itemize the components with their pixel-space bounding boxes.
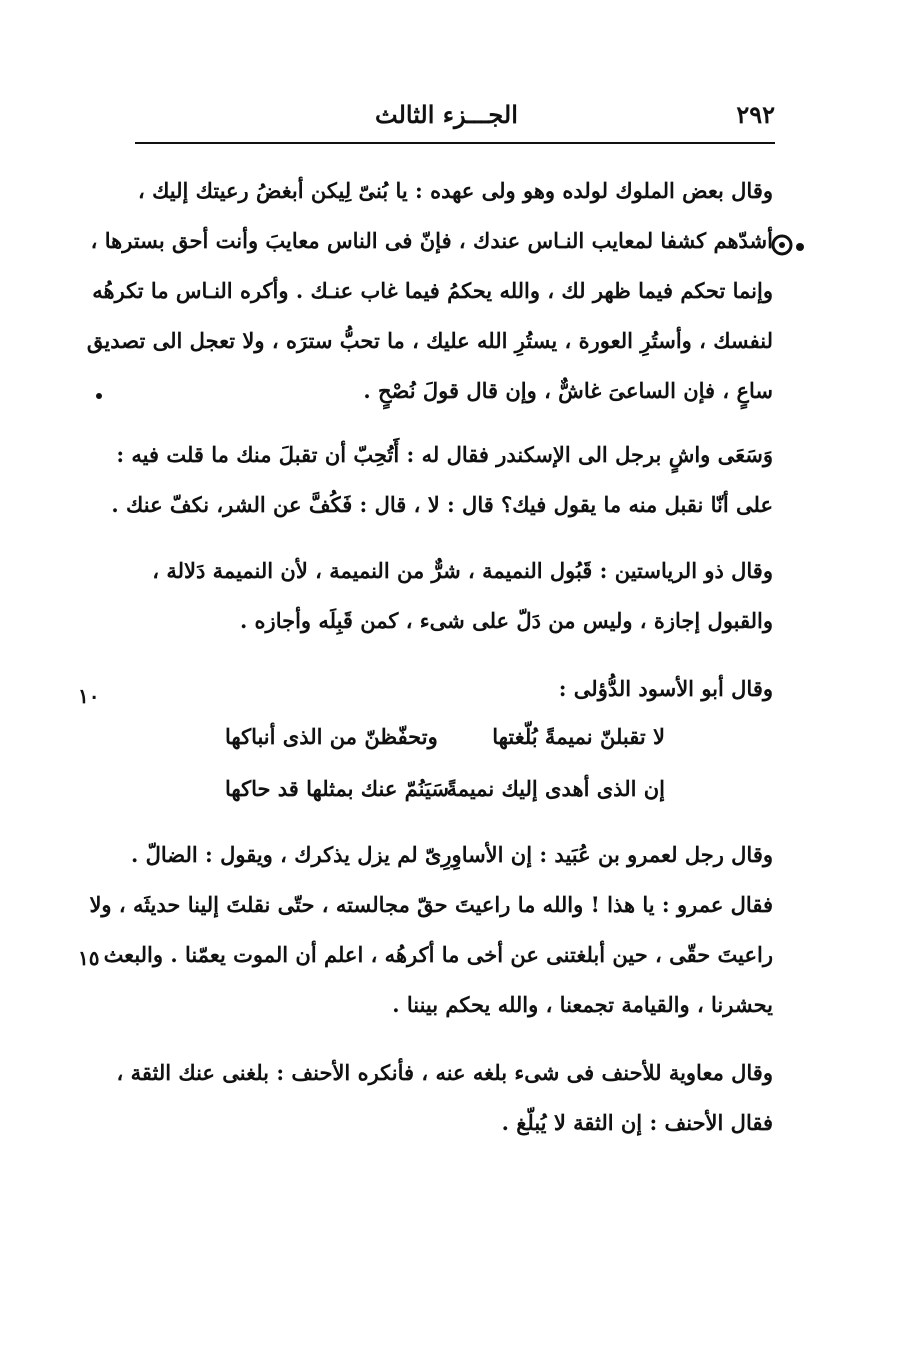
text-line: راعيتَ حقّى ، حين أبلغتنى عن أخى ما أكرهُه ، اعلم أن الموت يعمّنا . والبعث — [103, 942, 773, 967]
text-line: وقال معاوية للأحنف فى شىء بلغه عنه ، فأنكره الأحنف : بلغنى عنك الثقة ، — [116, 1060, 773, 1085]
text-line: أشدّهم كشفا لمعايب النـاس عندك ، فإنّ فى الناس معايبَ وأنت أحق بسترها ، — [90, 228, 773, 253]
text-line: وَسَعَى واشٍ برجل الى الإسكندر فقال له : أَتُحِبّ أن تقبلَ منك ما قلت فيه : — [116, 442, 773, 467]
line-number: ١٠ — [78, 684, 100, 708]
text-line: وقال ذو الرياستين : قَبُول النميمة ، شرٌّ من النميمة ، لأن النميمة دَلالة ، — [152, 558, 773, 583]
binding-ornament-icon — [770, 232, 810, 258]
line-number: ١٥ — [78, 946, 100, 970]
text-line: وقال بعض الملوك لولده وهو ولى عهده : يا بُنىّ لِيكن أبغضُ رعيتك إليك ، — [137, 178, 773, 203]
margin-dot — [96, 393, 102, 399]
text-line: ساعٍ ، فإن الساعىَ غاشٌّ ، وإن قال قولَ نُصْحٍ . — [363, 378, 773, 403]
verse-first-hemistich: إن الذى أهدى إليك نميمةً — [446, 776, 665, 801]
verse-second-hemistich: وتحفّظنّ من الذى أنباكها — [225, 724, 438, 749]
text-line: لنفسك ، وأستُرِ العورة ، يستُرِ الله عليك ، ما تحبُّ سترَه ، ولا تعجل الى تصديق — [86, 328, 773, 353]
verse-second-hemistich: سَيَنُمّ عنك بمثلها قد حاكها — [225, 776, 449, 801]
poem-intro: وقال أبو الأسود الدُّؤلى : — [558, 676, 773, 701]
page-number: ٢٩٢ — [736, 100, 775, 129]
text-line: وقال رجل لعمرو بن عُبَيد : إن الأساوِرِىّ لم يزل يذكرك ، ويقول : الضالّ . — [131, 842, 773, 867]
text-line: وإنما تحكم فيما ظهر لك ، والله يحكمُ فيما غاب عنـك . وأكره النـاس ما تكرهُه — [92, 278, 773, 303]
running-title: الجـــزء الثالث — [375, 100, 518, 129]
text-line: على أنّا نقبل منه ما يقول فيك؟ قال : لا ، قال : فَكُفَّ عن الشر، نكفّ عنك . — [111, 492, 773, 517]
text-line: فقال عمرو : يا هذا ! والله ما راعيتَ حقّ مجالسته ، حتّى نقلتَ إلينا حديثَه ، ولا — [89, 892, 773, 917]
page-header — [135, 100, 775, 138]
text-line: فقال الأحنف : إن الثقة لا يُبلّغ . — [501, 1110, 773, 1135]
text-line: والقبول إجازة ، وليس من دَلّ على شىء ، كمن قَبِلَه وأجازه . — [239, 608, 773, 633]
header-rule — [135, 142, 775, 144]
text-line: يحشرنا ، والقيامة تجمعنا ، والله يحكم بيننا . — [392, 992, 773, 1017]
verse-first-hemistich: لا تقبلنّ نميمةً بُلّغتها — [492, 724, 665, 749]
